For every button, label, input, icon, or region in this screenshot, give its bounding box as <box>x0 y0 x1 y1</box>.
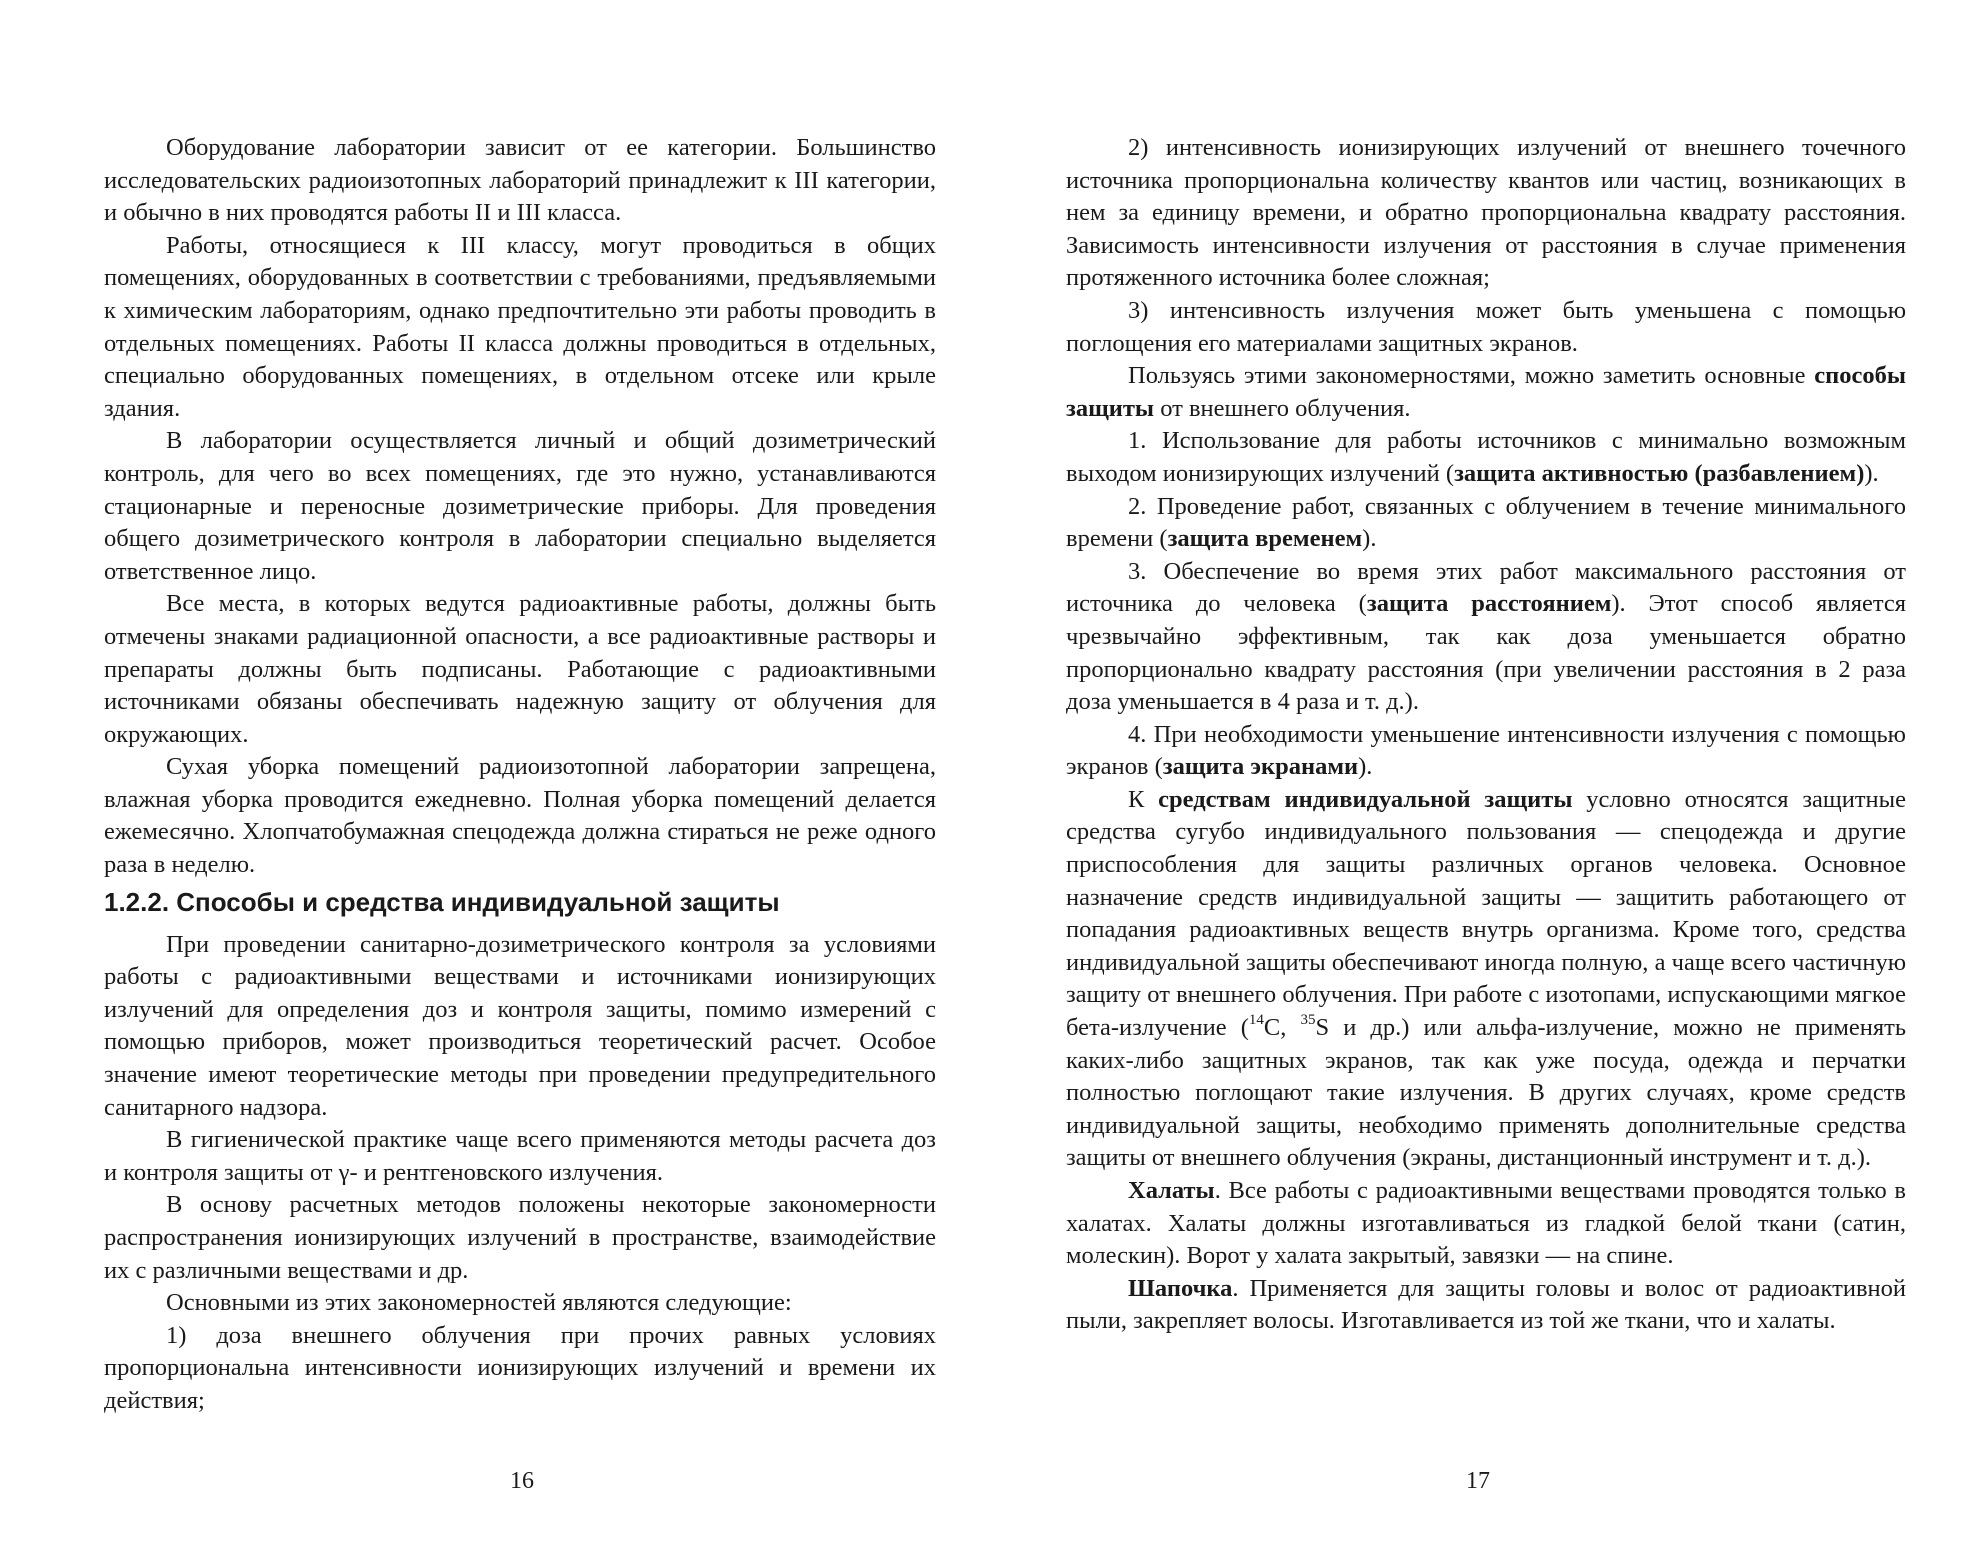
page-number: 16 <box>510 1468 534 1494</box>
list-item: 3) интенсивность излучения может быть уменьшена с помощью поглощения его материалами защитных экранов. <box>1066 296 1906 357</box>
list-item <box>1066 425 1906 490</box>
paragraph: Сухая уборка помещений радиоизотопной лаборатории запрещена, влажная уборка проводится ежедневно. Полная уборка помещений делается ежемесячно. Хлопчатобумажная спецодежда должна стираться не реже одного раза в неделю. <box>104 753 936 879</box>
page-number: 17 <box>1466 1468 1490 1494</box>
bold-term: защита расстоянием <box>1366 590 1612 618</box>
text-run: S и др.) или альфа-излучение, можно не применять каких-либо защитных экранов, так как уже посуда, одежда и перчатки полностью поглощают такие излучения. В других случаях, кроме средств индивидуальной защиты, необходимо применять дополнительные средства защиты от внешнего облучения (экраны, дистанционный инструмент и т. д.). <box>1066 1014 1907 1172</box>
list-item <box>1066 556 1906 719</box>
bold-term: защита активностью (разбавлением) <box>1454 459 1865 487</box>
paragraph: Все места, в которых ведутся радиоактивные работы, должны быть отмечены знаками радиационной опасности, а все радиоактивные растворы и препараты должны быть подписаны. Работающие с радиоактивными источниками обязаны обеспечивать надежную защиту от облучения для окружающих. <box>104 590 936 748</box>
bold-term: Шапочка <box>1128 1274 1233 1302</box>
text-run: C, <box>1263 1014 1301 1042</box>
isotope-mass-number: 14 <box>1248 1011 1264 1028</box>
section-heading: 1.2.2. Способы и средства индивидуальной защиты <box>104 886 780 917</box>
text-run: ). <box>1864 459 1879 487</box>
text-run: . Применяется для защиты головы и волос от радиоактивной пыли, закрепляет волосы. Изготавливается из той же ткани, что и халаты. <box>1066 1274 1906 1335</box>
paragraph: Работы, относящиеся к III классу, могут проводиться в общих помещениях, оборудованных в соответствии с требованиями, предъявляемыми к химическим лабораториям, однако предпочтительно эти работы проводить в отдельных помещениях. Работы II класса должны проводиться в отдельных, специально оборудованных помещениях, в отдельном отсеке или крыле здания. <box>104 231 936 422</box>
text-run: 3. Обеспечение во время этих работ максимального расстояния от источника до человека ( <box>1066 557 1906 618</box>
text-run: от внешнего облучения. <box>1154 394 1411 422</box>
text-run: К <box>1128 785 1159 813</box>
text-run: ). <box>1362 525 1377 553</box>
paragraph <box>1066 1175 1906 1273</box>
paragraph: Оборудование лаборатории зависит от ее категории. Большинство исследовательских радиоизотопных лабораторий принадлежит к III категории, и обычно в них проводятся работы II и III класса. <box>104 134 936 227</box>
bold-term: средствам индивидуальной защиты <box>1158 785 1573 813</box>
list-item: 2) интенсивность ионизирующих излучений от внешнего точечного источника пропорциональна количеству квантов или частиц, возникающих в нем за единицу времени, и обратно пропорциональна квадрату расстояния. Зависимость интенсивности излучения от расстояния в случае применения протяженного источника более сложная; <box>1066 134 1906 292</box>
text-run: Пользуясь этими закономерностями, можно заметить основные <box>1128 362 1815 390</box>
left-page-text-column <box>104 132 936 1418</box>
list-item <box>1066 491 1906 556</box>
text-run: 2. Проведение работ, связанных с облучением в течение минимального времени ( <box>1066 492 1906 553</box>
bold-term: способы защиты <box>1066 362 1906 422</box>
paragraph <box>1066 360 1906 425</box>
paragraph <box>1066 1273 1906 1338</box>
text-run: 4. При необходимости уменьшение интенсивности излучения с помощью экранов ( <box>1066 720 1906 781</box>
text-run: условно относятся защитные средства сугубо индивидуального пользования — спецодежда и другие приспособления для защиты различных органов человека. Основное назначение средств индивидуальной защиты — защитить работающего от попадания радиоактивных веществ внутрь организма. Кроме того, средства индивидуальной защиты обеспечивают иногда полную, а чаще всего частичную защиту от внешнего облучения. При работе с изотопами, испускающими мягкое бета-излучение ( <box>1066 785 1907 1042</box>
isotope-mass-number: 35 <box>1300 1011 1316 1028</box>
bold-term: защита экранами <box>1162 753 1359 781</box>
right-page <box>994 0 1988 1566</box>
right-page-text-column <box>1066 132 1906 1338</box>
paragraph: В лаборатории осуществляется личный и общий дозиметрический контроль, для чего во всех помещениях, где это нужно, устанавливаются стационарные и переносные дозиметрические приборы. Для проведения общего дозиметрического контроля в лаборатории специально выделяется ответственное лицо. <box>104 427 936 585</box>
text-run: ). Этот способ является чрезвычайно эффективным, так как доза уменьшается обратно пропорционально квадрату расстояния (при увеличении расстояния в 2 раза доза уменьшается в 4 раза и т. д.). <box>1066 590 1906 716</box>
bold-term: Халаты <box>1128 1177 1215 1204</box>
paragraph: В основу расчетных методов положены некоторые закономерности распространения ионизирующих излучений в пространстве, взаимодействие их с различными веществами и др. <box>104 1191 936 1284</box>
list-item: 1) доза внешнего облучения при прочих равных условиях пропорциональна интенсивности ионизирующих излучений и времени их действия; <box>104 1321 936 1414</box>
bold-term: защита временем <box>1167 525 1363 553</box>
list-item <box>1066 719 1906 784</box>
paragraph: В гигиенической практике чаще всего применяются методы расчета доз и контроля защиты от γ- и рентгеновского излучения. <box>104 1126 936 1186</box>
paragraph <box>1066 784 1906 1175</box>
paragraph: При проведении санитарно-дозиметрического контроля за условиями работы с радиоактивными веществами и источниками ионизирующих излучений для определения доз и контроля защиты, помимо измерений с помощью приборов, может производиться теоретический расчет. Особое значение имеют теоретические методы при проведении предупредительного санитарного надзора. <box>104 930 936 1121</box>
text-run: . Все работы с радиоактивными веществами проводятся только в халатах. Халаты должны изготавливаться из гладкой белой ткани (сатин, молескин). Ворот у халата закрытый, завязки — на спине. <box>1066 1177 1906 1270</box>
paragraph: Основными из этих закономерностей являются следующие: <box>166 1289 792 1317</box>
text-run: 1. Использование для работы источников с минимально возможным выходом ионизирующих излучений ( <box>1066 427 1906 487</box>
text-run: ). <box>1358 753 1373 781</box>
